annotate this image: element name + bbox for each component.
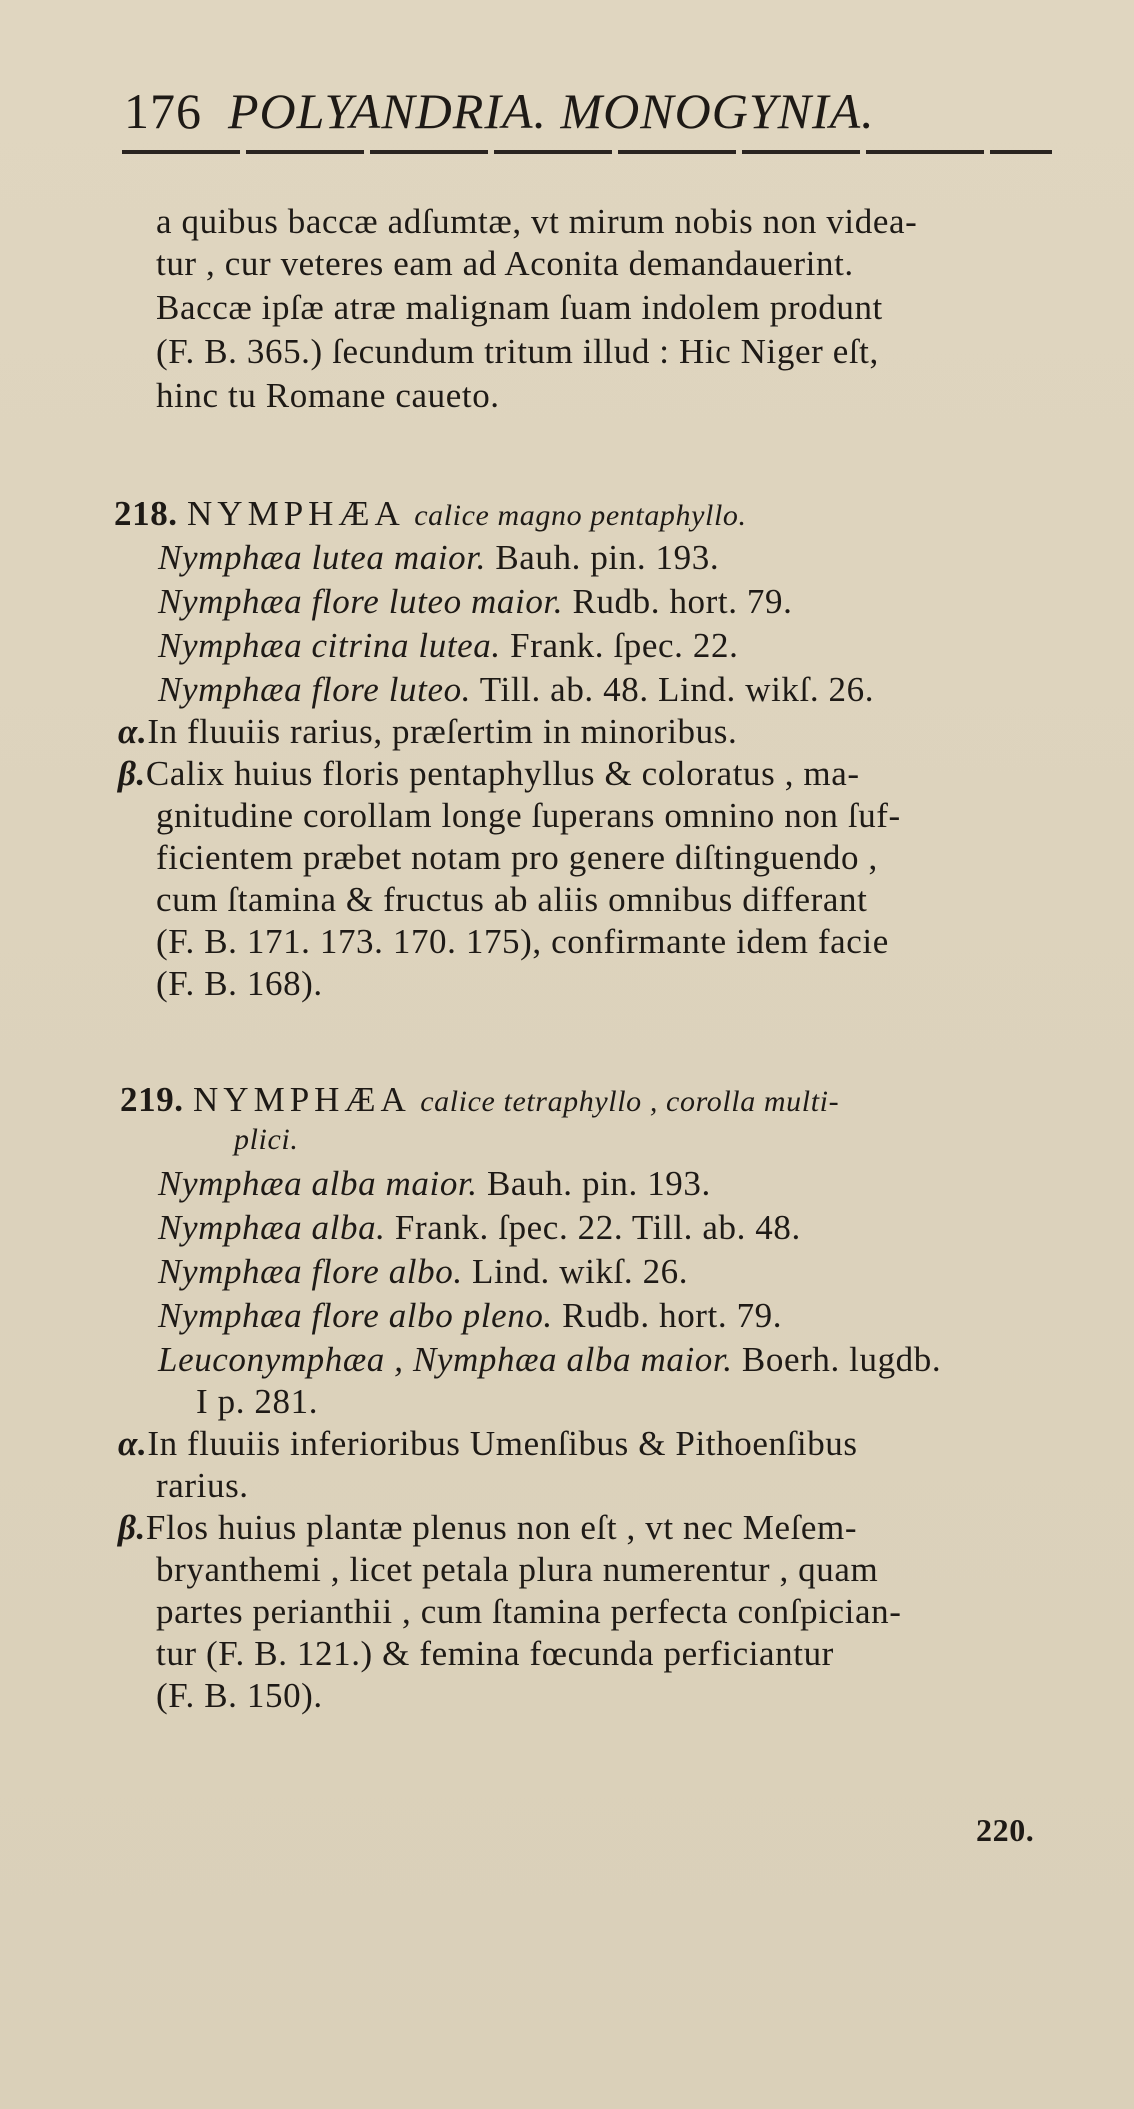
diagnosis: calice magno pentaphyllo. [414,499,747,532]
diagnosis: calice tetraphyllo , corolla multi- [420,1085,840,1118]
synonym [158,538,719,578]
synonym-name: Nymphæa flore luteo maior. [158,582,564,621]
synonym [158,1296,782,1336]
synonym-ref: Rudb. hort. 79. [562,1296,783,1335]
note-line: (F. B. 168). [156,964,323,1003]
note-line [118,754,860,794]
habitat-text: rarius. [156,1466,249,1505]
entry-number: 219. [120,1080,184,1119]
synonym-name: Nymphæa flore albo pleno. [158,1296,553,1335]
entry-number: 218. [114,494,178,533]
habitat [118,1424,858,1464]
note-line: cum ſtamina & fructus ab aliis omnibus differant [156,880,868,919]
synonym-name: Nymphæa citrina lutea. [158,626,501,665]
alpha-marker: α. [118,712,148,751]
beta-marker: β. [118,754,146,793]
synonym [158,1340,941,1380]
synonym-ref: Frank. ſpec. 22. Till. ab. 48. [394,1208,801,1247]
diagnosis-continuation [234,1120,298,1160]
intro-line: tur , cur veteres eam ad Aconita demandauerint. [156,244,854,283]
synonym-name: Nymphæa alba maior. [158,1164,478,1203]
note-line: (F. B. 171. 173. 170. 175), confirmante idem facie [156,922,889,961]
synonym-ref: Frank. ſpec. 22. [510,626,739,665]
note-line: ficientem præbet notam pro genere diſtinguendo , [156,838,878,877]
synonym-name: Nymphæa lutea maior. [158,538,486,577]
note-line: gnitudine corollam longe ſuperans omnino non ſuf- [156,796,901,835]
synonym [158,670,874,710]
synonym-ref: Bauh. pin. 193. [495,538,720,577]
synonym-name: Nymphæa alba. [158,1208,386,1247]
entry-218-heading [114,494,747,536]
diagnosis: plici. [234,1123,299,1156]
synonym-name: Nymphæa flore albo. [158,1252,463,1291]
running-title: POLYANDRIA. MONOGYNIA. [228,83,875,139]
note-text: Flos huius plantæ plenus non eſt , vt nec Meſem- [145,1508,858,1547]
catchword: 220. [976,1812,1035,1848]
intro-line: Baccæ ipſæ atræ malignam ſuam indolem produnt [156,288,883,327]
running-header [124,82,1024,142]
synonym-ref: Lind. wikſ. 26. [472,1252,689,1291]
synonym [158,582,792,622]
alpha-marker: α. [118,1424,148,1463]
entry-219-heading [120,1080,839,1122]
synonym [158,1164,711,1204]
beta-marker: β. [118,1508,146,1547]
synonym-ref: Till. ab. 48. Lind. wikſ. 26. [479,670,875,709]
note-line: tur (F. B. 121.) & femina fœcunda perficiantur [156,1634,834,1673]
genus-name: NYMPHÆA [193,1080,411,1119]
synonym-ref: Bauh. pin. 193. [486,1164,711,1203]
note-line: (F. B. 150). [156,1676,323,1715]
header-rule [122,150,1052,154]
habitat [118,712,737,752]
synonym [158,1208,801,1248]
habitat-text: In fluuiis inferioribus Umenſibus & Pithoenſibus [147,1424,858,1463]
intro-line: a quibus baccæ adſumtæ, vt mirum nobis non videa- [156,202,918,241]
intro-line: hinc tu Romane caueto. [156,376,500,415]
note-line [118,1508,857,1548]
ref-continuation: I p. 281. [196,1382,319,1421]
intro-line: (F. B. 365.) ſecundum tritum illud : Hic Niger eſt, [156,332,879,371]
note-line: partes perianthii , cum ſtamina perfecta conſpician- [156,1592,902,1631]
page-number: 176 [124,83,202,139]
synonym-name: Nymphæa flore luteo. [158,670,472,709]
habitat-text: In fluuiis rarius, præſertim in minoribus. [147,712,738,751]
note-line: bryanthemi , licet petala plura numerentur , quam [156,1550,879,1589]
synonym [158,626,738,666]
synonym [158,1252,688,1292]
genus-name: NYMPHÆA [187,494,405,533]
synonym-ref: Rudb. hort. 79. [572,582,793,621]
note-text: Calix huius floris pentaphyllus & coloratus , ma- [145,754,860,793]
synonym-name: Leuconymphæa , Nymphæa alba maior. [158,1340,733,1379]
synonym-ref: Boerh. lugdb. [741,1340,942,1379]
